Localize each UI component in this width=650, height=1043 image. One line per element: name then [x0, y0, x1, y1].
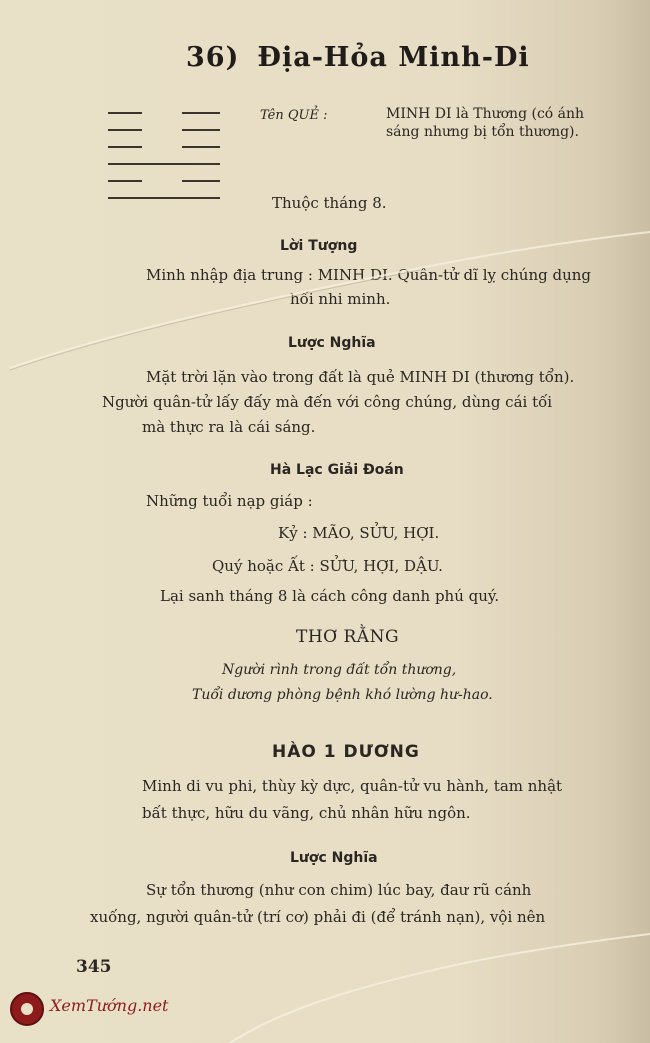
luoc-nghia-1-line-3: mà thực ra là cái sáng. — [142, 418, 316, 436]
tho-rang-heading: THƠ RẰNG — [296, 627, 400, 647]
hexagram-line-3 — [108, 146, 220, 149]
yin-segment — [108, 180, 142, 182]
ha-lac-sanh: Lại sanh tháng 8 là cách công danh phú quý. — [160, 587, 500, 605]
ten-que-line-1: MINH DI là Thương (có ánh — [386, 106, 585, 122]
ha-lac-heading: Hà Lạc Giải Đoán — [270, 462, 404, 478]
luoc-nghia-2-line-2: xuống, người quân-tử (trí cơ) phải đi (để tránh nạn), vội nên — [90, 908, 546, 926]
hexagram-line-2 — [108, 129, 220, 132]
hexagram-symbol — [108, 112, 220, 214]
luoc-nghia-2-line-1: Sự tổn thương (như con chim) lúc bay, đaư rũ cánh — [146, 881, 532, 899]
loi-tuong-line-2: hối nhi minh. — [290, 290, 391, 308]
hexagram-line-6 — [108, 197, 220, 200]
ha-lac-intro: Những tuổi nạp giáp : — [146, 492, 313, 510]
watermark-logo — [10, 990, 190, 1026]
yang-segment — [108, 197, 220, 199]
luoc-nghia-2-heading: Lược Nghĩa — [290, 850, 378, 866]
loi-tuong-line-1: Minh nhập địa trung : MINH DI. Quân-tử dĩ lỵ chúng dụng — [146, 266, 592, 284]
hao-1-line-2: bất thực, hữu du vãng, chủ nhân hữu ngôn. — [142, 804, 471, 822]
yin-segment — [108, 112, 142, 114]
yin-segment — [108, 129, 142, 131]
page-number: 345 — [76, 957, 112, 977]
tho-rang-line-2: Tuổi dương phòng bệnh khó lường hư-hao. — [192, 687, 493, 703]
hao-1-heading: HÀO 1 DƯƠNG — [272, 742, 420, 762]
luoc-nghia-1-line-1: Mặt trời lặn vào trong đất là quẻ MINH DI (thương tổn). — [146, 368, 575, 386]
hexagram-line-1 — [108, 112, 220, 115]
hexagram-name: Địa-Hỏa Minh-Di — [257, 42, 530, 73]
yin-yang-icon — [10, 992, 44, 1026]
luoc-nghia-1-line-2: Người quân-tử lấy đấy mà đến với công chúng, dùng cái tối — [102, 393, 553, 411]
hexagram-title — [186, 42, 530, 73]
yin-segment — [182, 129, 220, 131]
yin-segment — [182, 180, 220, 182]
ha-lac-quy: Quý hoặc Ất : SỬU, HỢI, DẬU. — [212, 557, 443, 575]
hexagram-line-4 — [108, 163, 220, 166]
hexagram-number: 36) — [186, 42, 240, 73]
thuoc-thang: Thuộc tháng 8. — [272, 194, 387, 212]
ten-que-label: Tên QUẺ : — [260, 108, 328, 123]
yin-segment — [182, 146, 220, 148]
yin-segment — [182, 112, 220, 114]
tho-rang-line-1: Người rình trong đất tổn thương, — [222, 662, 457, 678]
yang-segment — [108, 163, 220, 165]
luoc-nghia-1-heading: Lược Nghĩa — [288, 335, 376, 351]
ten-que-line-2: sáng nhưng bị tổn thương). — [386, 124, 579, 140]
yin-segment — [108, 146, 142, 148]
hao-1-line-1: Minh di vu phi, thùy kỳ dực, quân-tử vu hành, tam nhật — [142, 777, 563, 795]
hexagram-line-5 — [108, 180, 220, 183]
ha-lac-ky: Kỷ : MÃO, SỬU, HỢI. — [278, 524, 440, 542]
loi-tuong-heading: Lời Tượng — [280, 238, 358, 254]
watermark-text: XemTướng.net — [50, 996, 169, 1015]
